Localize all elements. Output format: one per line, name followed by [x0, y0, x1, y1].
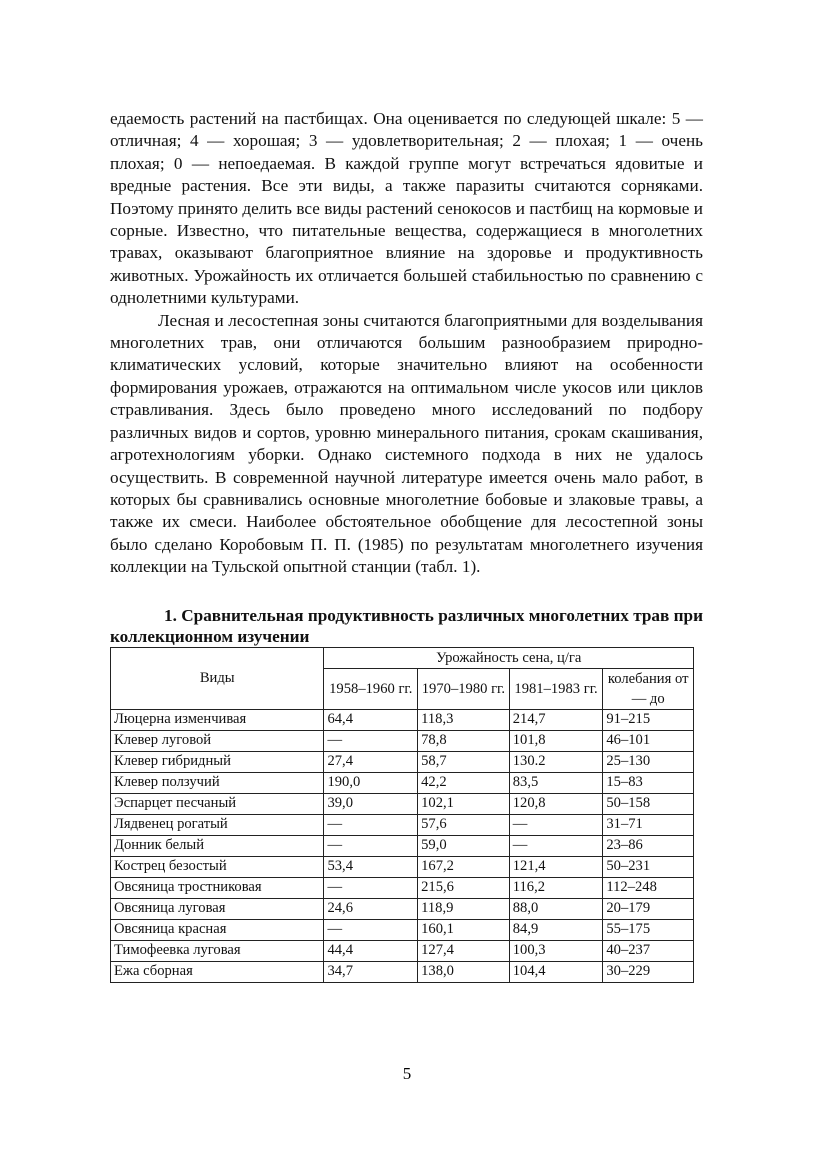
- cell-1958-1960: 64,4: [324, 709, 418, 730]
- cell-species: Клевер ползучий: [111, 772, 324, 793]
- cell-species: Кострец безостый: [111, 856, 324, 877]
- table-row: [111, 709, 694, 730]
- cell-1981-1983: 84,9: [509, 919, 603, 940]
- header-species: Виды: [111, 647, 324, 709]
- cell-species: Клевер гибридный: [111, 751, 324, 772]
- header-col-4: колебания от — до: [603, 668, 694, 709]
- cell-1981-1983: 83,5: [509, 772, 603, 793]
- cell-species: Клевер луговой: [111, 730, 324, 751]
- cell-species: Донник белый: [111, 835, 324, 856]
- cell-1970-1980: 102,1: [418, 793, 510, 814]
- cell-range: 40–237: [603, 940, 694, 961]
- cell-1958-1960: 39,0: [324, 793, 418, 814]
- cell-1958-1960: —: [324, 814, 418, 835]
- cell-1970-1980: 138,0: [418, 961, 510, 982]
- table-row: [111, 940, 694, 961]
- cell-1970-1980: 160,1: [418, 919, 510, 940]
- header-col-2: 1970–1980 гг.: [418, 668, 510, 709]
- table-row: [111, 919, 694, 940]
- table-body: [111, 709, 694, 982]
- cell-1958-1960: 34,7: [324, 961, 418, 982]
- cell-1958-1960: —: [324, 835, 418, 856]
- cell-range: 23–86: [603, 835, 694, 856]
- cell-1981-1983: 121,4: [509, 856, 603, 877]
- table-row: [111, 772, 694, 793]
- cell-1981-1983: 116,2: [509, 877, 603, 898]
- header-yield-group: Урожайность сена, ц/га: [324, 647, 694, 668]
- table-row: [111, 730, 694, 751]
- cell-1970-1980: 42,2: [418, 772, 510, 793]
- cell-range: 30–229: [603, 961, 694, 982]
- cell-range: 15–83: [603, 772, 694, 793]
- cell-1981-1983: 120,8: [509, 793, 603, 814]
- cell-species: Лядвенец рогатый: [111, 814, 324, 835]
- cell-1970-1980: 58,7: [418, 751, 510, 772]
- cell-1958-1960: —: [324, 730, 418, 751]
- cell-species: Тимофеевка луговая: [111, 940, 324, 961]
- cell-range: 20–179: [603, 898, 694, 919]
- cell-1958-1960: 190,0: [324, 772, 418, 793]
- cell-1981-1983: 104,4: [509, 961, 603, 982]
- cell-range: 50–231: [603, 856, 694, 877]
- cell-species: Люцерна изменчивая: [111, 709, 324, 730]
- cell-1970-1980: 59,0: [418, 835, 510, 856]
- cell-1958-1960: 24,6: [324, 898, 418, 919]
- cell-1981-1983: —: [509, 835, 603, 856]
- cell-1970-1980: 127,4: [418, 940, 510, 961]
- table-title: 1. Сравнительная продуктивность различных многолетних трав при коллекционном изучении: [110, 605, 703, 646]
- cell-1958-1960: 53,4: [324, 856, 418, 877]
- body-paragraph-2: Лесная и лесостепная зоны считаются благоприятными для возделывания многолетних трав, они отличаются большим разнообразием природно-климатических условий, которые значительно влияют на особенности формирования урожаев, отражаются на оптимальном числе укосов или циклов стравливания. Здесь было проведено много исследований по подбору различных видов и сортов, уровню минерального питания, срокам скашивания, агротехнологиям уборки. Однако системного подхода в них не удалось осуществить. В современной научной литературе имеется очень мало работ, в которых бы сравнивались основные многолетние бобовые и злаковые травы, а также их смеси. Наиболее обстоятельное обобщение для лесостепной зоны было сделано Коробовым П. П. (1985) по результатам многолетнего изучения коллекции на Тульской опытной станции (табл. 1).: [110, 310, 703, 577]
- table-row: [111, 877, 694, 898]
- cell-1981-1983: 130.2: [509, 751, 603, 772]
- page-number: 5: [402, 1064, 412, 1083]
- cell-species: Эспарцет песчаный: [111, 793, 324, 814]
- cell-range: 112–248: [603, 877, 694, 898]
- cell-1981-1983: 214,7: [509, 709, 603, 730]
- page-content: [110, 108, 703, 983]
- table-row: [111, 793, 694, 814]
- cell-1970-1980: 215,6: [418, 877, 510, 898]
- cell-1970-1980: 78,8: [418, 730, 510, 751]
- cell-1981-1983: 100,3: [509, 940, 603, 961]
- cell-1970-1980: 118,9: [418, 898, 510, 919]
- cell-species: Овсяница красная: [111, 919, 324, 940]
- cell-range: 91–215: [603, 709, 694, 730]
- cell-1981-1983: —: [509, 814, 603, 835]
- cell-range: 50–158: [603, 793, 694, 814]
- table-row: [111, 835, 694, 856]
- cell-range: 46–101: [603, 730, 694, 751]
- body-paragraph-1: едаемость растений на пастбищах. Она оценивается по следующей шкале: 5 — отличная; 4 — хорошая; 3 — удовлетворительная; 2 — плохая; 1 — очень плохая; 0 — непоедаемая. В каждой группе могут встречаться ядовитые и вредные растения. Все эти виды, а также паразиты считаются сорняками. Поэтому принято делить все виды растений сенокосов и пастбищ на кормовые и сорные. Известно, что питательные вещества, содержащиеся в многолетних травах, оказывают благоприятное влияние на здоровье и продуктивность животных. Урожайность их отличается большей стабильностью по сравнению с однолетними культурами.: [110, 109, 703, 308]
- header-col-3: 1981–1983 гг.: [509, 668, 603, 709]
- cell-1970-1980: 118,3: [418, 709, 510, 730]
- cell-range: 55–175: [603, 919, 694, 940]
- cell-species: Овсяница тростниковая: [111, 877, 324, 898]
- cell-1981-1983: 88,0: [509, 898, 603, 919]
- cell-1958-1960: 27,4: [324, 751, 418, 772]
- cell-species: Ежа сборная: [111, 961, 324, 982]
- header-col-1: 1958–1960 гг.: [324, 668, 418, 709]
- cell-range: 31–71: [603, 814, 694, 835]
- cell-1981-1983: 101,8: [509, 730, 603, 751]
- cell-1970-1980: 167,2: [418, 856, 510, 877]
- cell-1958-1960: —: [324, 877, 418, 898]
- cell-1970-1980: 57,6: [418, 814, 510, 835]
- table-row: [111, 856, 694, 877]
- table-row: [111, 898, 694, 919]
- table-row: [111, 814, 694, 835]
- cell-species: Овсяница луговая: [111, 898, 324, 919]
- table-row: [111, 751, 694, 772]
- cell-1958-1960: —: [324, 919, 418, 940]
- table-row: [111, 961, 694, 982]
- cell-1958-1960: 44,4: [324, 940, 418, 961]
- yield-table: [110, 647, 694, 983]
- cell-range: 25–130: [603, 751, 694, 772]
